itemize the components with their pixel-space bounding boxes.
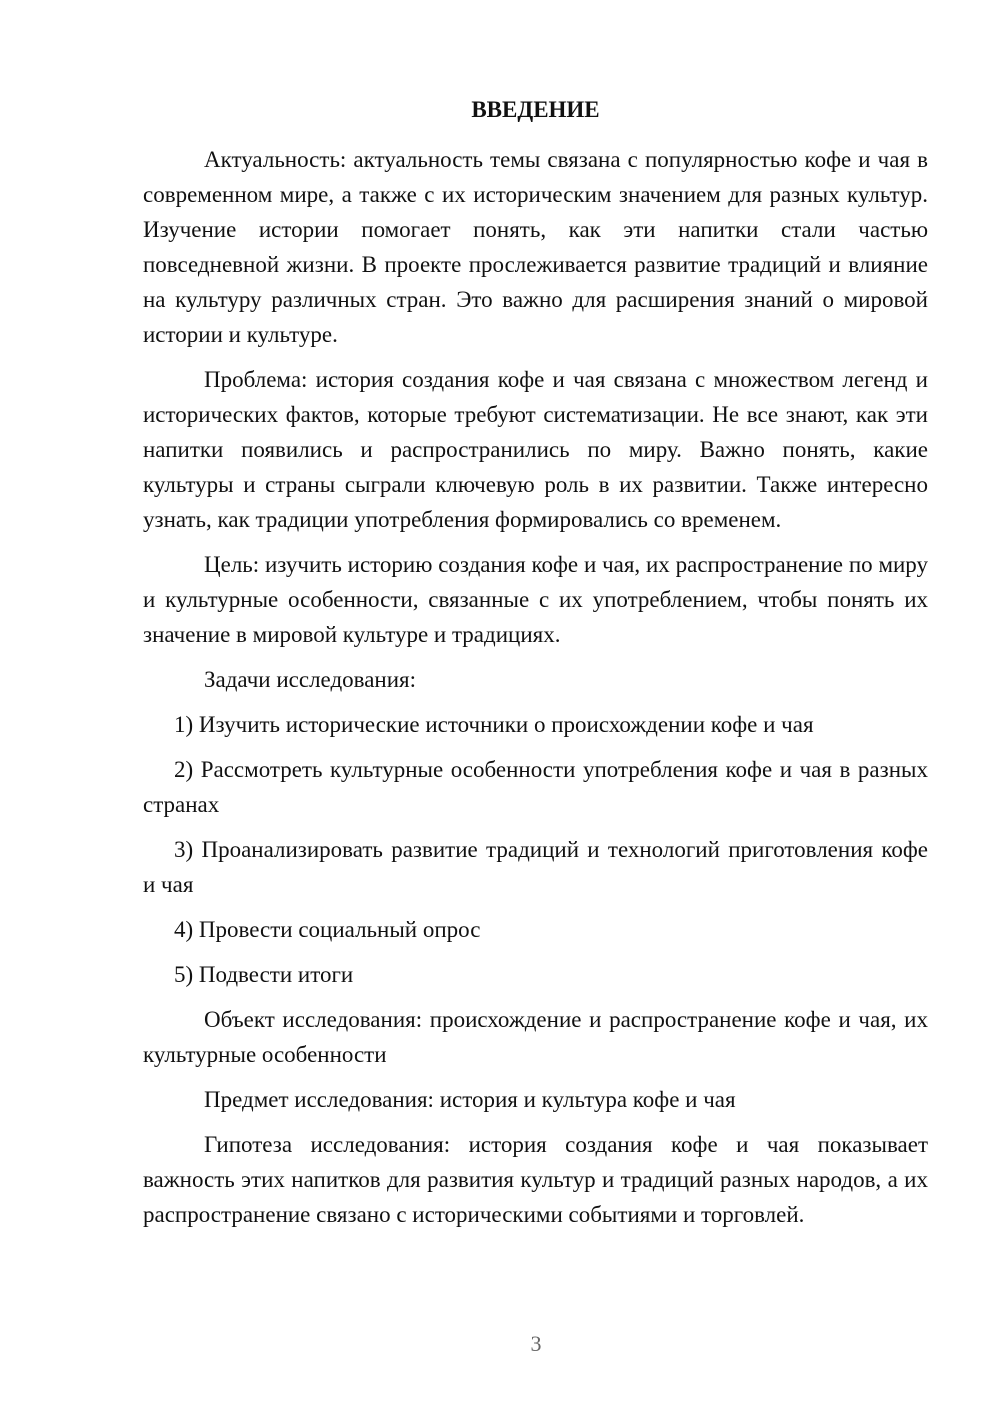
page-content — [143, 92, 928, 1242]
goal-paragraph: Цель: изучить историю создания кофе и чая, их распространение по миру и культурные особенности, связанные с их употреблением, чтобы понять их значение в мировой культуре и традициях. — [143, 552, 928, 647]
task-item: 5) Подвести итоги — [174, 962, 354, 987]
tasks-heading: Задачи исследования: — [204, 667, 417, 692]
task-item: 1) Изучить исторические источники о происхождении кофе и чая — [174, 712, 814, 737]
relevance-paragraph: Актуальность: актуальность темы связана с популярностью кофе и чая в современном мире, а также с их историческим значением для разных культур. Изучение истории помогает понять, как эти напитки стали частью повседневной жизни. В проекте прослеживается развитие традиций и влияние на культуру различных стран. Это важно для расширения знаний о мировой истории и культуре. — [143, 147, 928, 347]
task-item: 2) Рассмотреть культурные особенности употребления кофе и чая в разных странах — [143, 757, 928, 817]
object-paragraph: Объект исследования: происхождение и распространение кофе и чая, их культурные особенности — [143, 1007, 928, 1067]
task-item: 4) Провести социальный опрос — [174, 917, 481, 942]
section-title: ВВЕДЕНИЕ — [471, 97, 600, 122]
subject-paragraph: Предмет исследования: история и культура кофе и чая — [204, 1087, 736, 1112]
task-item: 3) Проанализировать развитие традиций и технологий приготовления кофе и чая — [143, 837, 928, 897]
page-number: 3 — [530, 1331, 542, 1356]
hypothesis-paragraph: Гипотеза исследования: история создания кофе и чая показывает важность этих напитков для развития культур и традиций разных народов, а их распространение связано с историческими событиями и торговлей. — [143, 1132, 928, 1227]
problem-paragraph: Проблема: история создания кофе и чая связана с множеством легенд и исторических фактов, которые требуют систематизации. Не все знают, как эти напитки появились и распространились по миру. Важно понять, какие культуры и страны сыграли ключевую роль в их развитии. Также интересно узнать, как традиции употребления формировались со временем. — [143, 367, 928, 532]
